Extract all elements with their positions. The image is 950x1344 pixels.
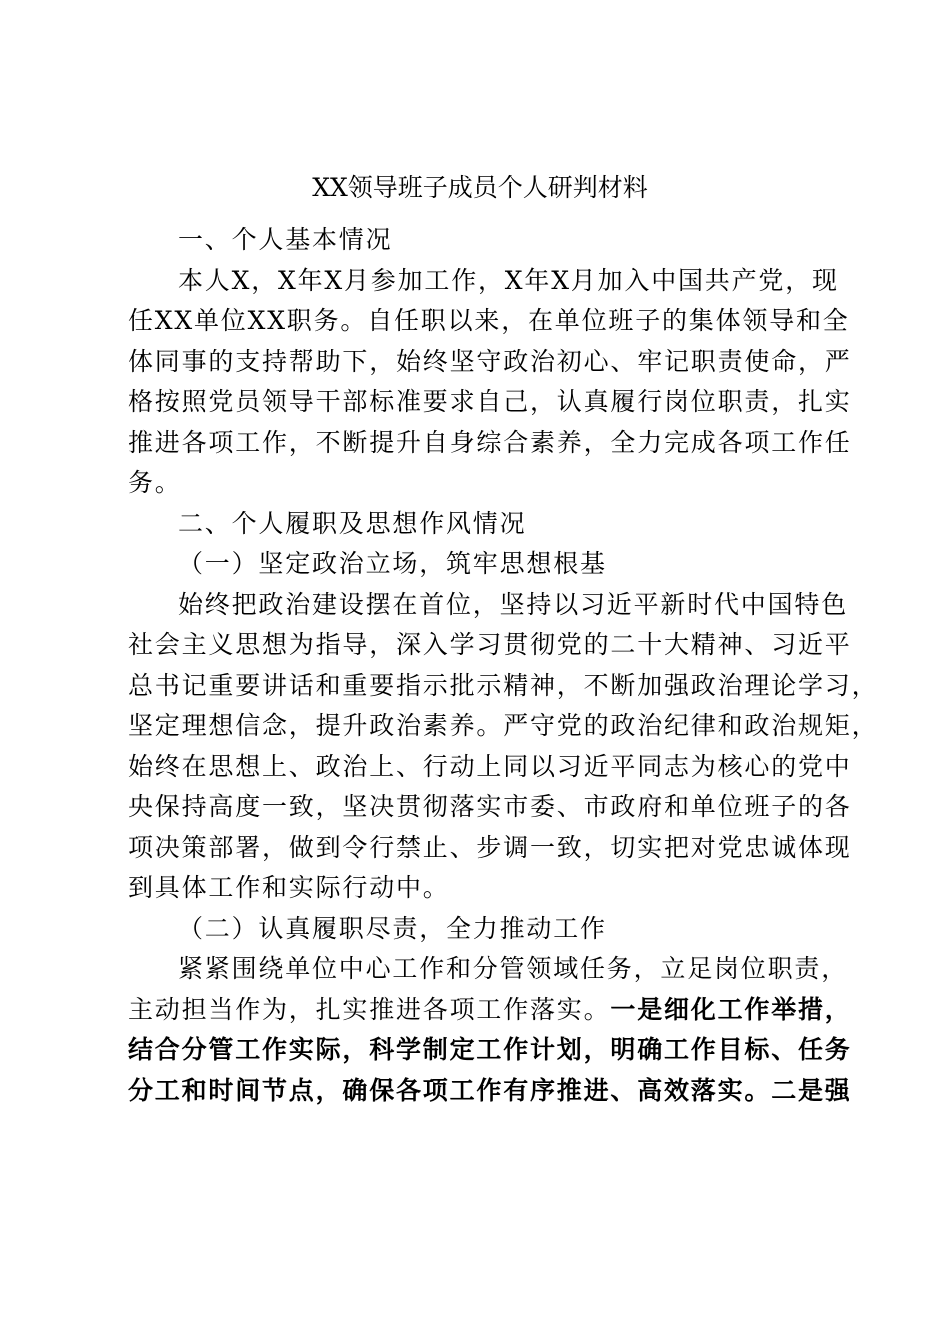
- paragraph-line: 社会主义思想为指导，深入学习贯彻党的二十大精神、习近平: [128, 630, 852, 659]
- paragraph-line: 务。: [128, 468, 182, 497]
- paragraph-line: 本人X，X年X月参加工作，X年X月加入中国共产党，现: [178, 265, 839, 295]
- section-heading-basic-info: 一、个人基本情况: [178, 225, 393, 254]
- paragraph-basic-info: [128, 261, 852, 504]
- paragraph-line: 格按照党员领导干部标准要求自己，认真履行岗位职责，扎实: [128, 387, 852, 416]
- paragraph-line-mixed: [128, 990, 852, 1031]
- paragraph-line: 始终在思想上、政治上、行动上同以习近平同志为核心的党中: [128, 751, 852, 781]
- section-heading-performance: 二、个人履职及思想作风情况: [178, 508, 527, 538]
- paragraph-line: 始终把政治建设摆在首位，坚持以习近平新时代中国特色: [178, 589, 849, 619]
- paragraph-line-bold: 分工和时间节点，确保各项工作有序推进、高效落实。二是强: [128, 1075, 852, 1105]
- paragraph-duties: [128, 949, 852, 1111]
- page-title: XX领导班子成员个人研判材料: [312, 173, 648, 202]
- paragraph-line: 推进各项工作，不断提升自身综合素养，全力完成各项工作任: [128, 427, 852, 457]
- normal-text: 主动担当作为，扎实推进各项工作落实。: [128, 994, 611, 1024]
- document-body: [128, 160, 879, 1111]
- paragraph-line: 体同事的支持帮助下，始终坚守政治初心、牢记职责使命，严: [128, 346, 852, 376]
- paragraph-political: [128, 585, 879, 909]
- paragraph-line: 紧紧围绕单位中心工作和分管领域任务，立足岗位职责，: [178, 954, 849, 983]
- paragraph-line: 任XX单位XX职务。自任职以来，在单位班子的集体领导和全: [128, 306, 850, 335]
- subsection-heading-duties: （二）认真履职尽责，全力推动工作: [178, 913, 607, 943]
- paragraph-line-bold: 结合分管工作实际，科学制定工作计划，明确工作目标、任务: [128, 1035, 852, 1064]
- paragraph-line: 坚定理想信念，提升政治素养。严守党的政治纪律和政治规矩，: [128, 711, 879, 740]
- paragraph-line: 到具体工作和实际行动中。: [128, 873, 450, 902]
- bold-text: 一是细化工作举措，: [610, 994, 852, 1024]
- paragraph-line: 项决策部署，做到令行禁止、步调一致，切实把对党忠诚体现: [128, 832, 852, 862]
- subsection-heading-political: （一）坚定政治立场，筑牢思想根基: [178, 549, 607, 578]
- paragraph-line: 央保持高度一致，坚决贯彻落实市委、市政府和单位班子的各: [128, 792, 852, 821]
- paragraph-line: 总书记重要讲话和重要指示批示精神，不断加强政治理论学习，: [128, 670, 879, 700]
